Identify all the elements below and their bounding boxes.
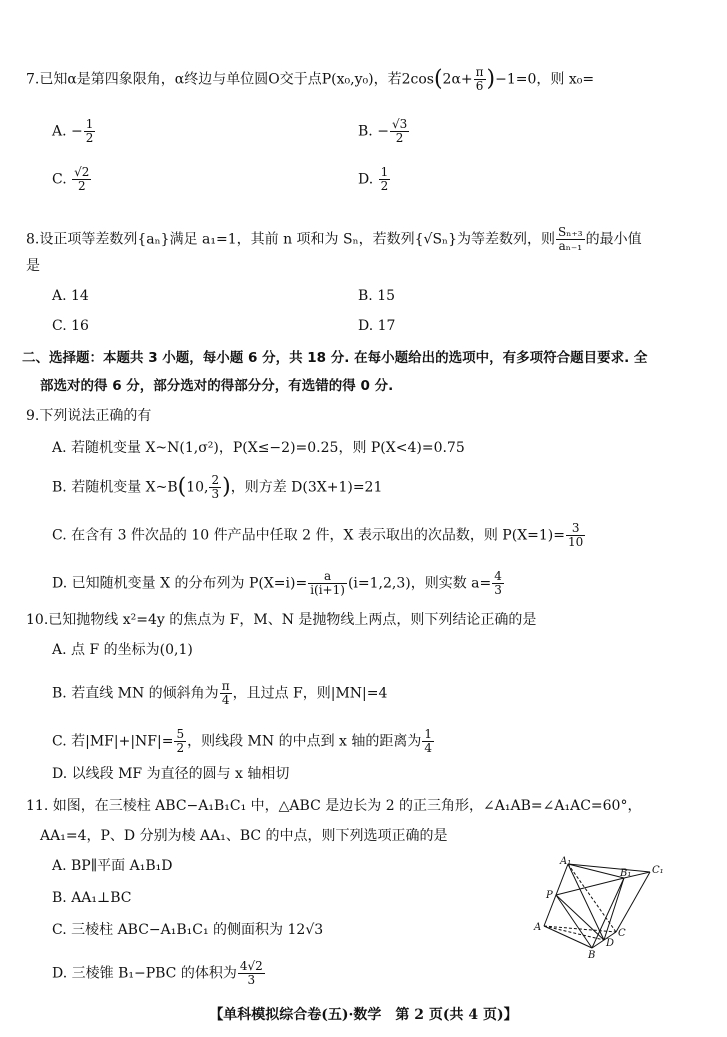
label-a1: A₁ [560,856,572,867]
q9-option-a: A. 若随机变量 X~N(1,σ²)，P(X≤−2)=0.25，则 P(X<4)=0.75 [52,440,465,456]
label-b: B [588,950,596,961]
q10-option-b: B. 若直线 MN 的倾斜角为 $\frac{\pi}{4}$ ，且过点 F，则|MN|=4 [52,679,388,707]
q11-option-b: B. AA₁⊥BC [52,890,132,906]
q9-option-b: B. 若随机变量 X~B(10, $\frac{2}{3}$ )，则方差 D(3X+1)=21 [52,473,383,501]
label-b1: B₁ [620,868,632,879]
question-10: 10.已知抛物线 x²=4y 的焦点为 F，M、N 是抛物线上两点，则下列结论正确的是 [26,612,537,628]
q9-option-d: D. 已知随机变量 X 的分布列为 P(X=i)= $\frac{a}{i(i+1)}$ (i=1,2,3)，则实数 a= $\frac{4}{3}$ [52,569,502,597]
q8-option-d: D. 17 [358,318,396,334]
label-c1: C₁ [652,865,664,876]
label-c: C [618,928,626,939]
edge-c-c1 [616,872,650,932]
edge-a1-c1 [568,864,650,872]
q11-option-c: C. 三棱柱 ABC−A₁B₁C₁ 的侧面积为 12√3 [52,922,324,938]
prism-figure [532,856,672,961]
q7-option-b: B. − $\frac{√3}{2}$ [358,117,408,145]
label-p: P [546,890,553,901]
segment-a1-d [568,864,604,940]
label-d: D [606,938,615,949]
fraction-pi-6: $\frac{\pi}{6}$ [475,65,484,93]
q10-option-c: C. 若|MF|+|NF|= $\frac{5}{2}$ ，则线段 MN 的中点到 x 轴的距离为 $\frac{1}{4}$ [52,727,433,755]
section-2-heading-cont: 部选对的得 6 分，部分选对的得部分分，有选错的得 0 分. [40,378,394,394]
question-11: 11. 如图，在三棱柱 ABC−A₁B₁C₁ 中，△ABC 是边长为 2 的正三角形，∠A₁AB=∠A₁AC=60°， [26,798,642,814]
fraction-s-over-a: $\frac{\text{Sₙ₊₃}}{\text{aₙ₋₁}}$ [558,225,583,253]
q11-option-a: A. BP∥平面 A₁B₁D [52,858,173,874]
segment-p-b1 [556,878,624,895]
question-11-cont: AA₁=4，P、D 分别为棱 AA₁、BC 的中点，则下列选项正确的是 [40,828,448,844]
q8-option-b: B. 15 [358,288,396,304]
q8-option-c: C. 16 [52,318,89,334]
q7-option-a: A. − $\frac{1}{2}$ [52,117,94,145]
q8-option-a: A. 14 [52,288,89,304]
label-a: A [534,922,542,933]
q7-option-c: C. $\frac{√2}{2}$ [52,165,90,193]
question-7: 7.已知α是第四象限角，α终边与单位圆O交于点P(x₀,y₀)，若2cos(2α+ $\frac{\pi}{6}$ )−1=0，则 x₀= [26,65,595,93]
segment-p-d [556,895,604,940]
q7-option-d: D. $\frac{1}{2}$ [358,165,389,193]
question-9: 9.下列说法正确的有 [26,408,152,424]
question-8: 8.设正项等差数列{aₙ}满足 a₁=1，其前 n 项和为 Sₙ，若数列{√Sₙ}为等差数列，则 $\frac{\text{Sₙ₊₃}}{\text{aₙ₋₁}}$ 的最小值 [26,225,642,253]
page-footer: 【单科模拟综合卷(五)·数学 第 2 页(共 4 页)】 [209,1007,518,1023]
q11-option-d: D. 三棱锥 B₁−PBC 的体积为 $\frac{4√2}{3}$ [52,959,263,987]
question-8-cont: 是 [26,258,40,274]
q10-option-d: D. 以线段 MF 为直径的圆与 x 轴相切 [52,766,290,782]
q9-option-c: C. 在含有 3 件次品的 10 件产品中任取 2 件，X 表示取出的次品数，则 P(X=1)= $\frac{3}{10}$ [52,521,584,549]
section-2-heading: 二、选择题：本题共 3 小题，每小题 6 分，共 18 分. 在每小题给出的选项中，有多项符合题目要求. 全 [22,350,648,366]
edge-a1-b1 [568,864,624,878]
q10-option-a: A. 点 F 的坐标为(0,1) [52,642,193,658]
